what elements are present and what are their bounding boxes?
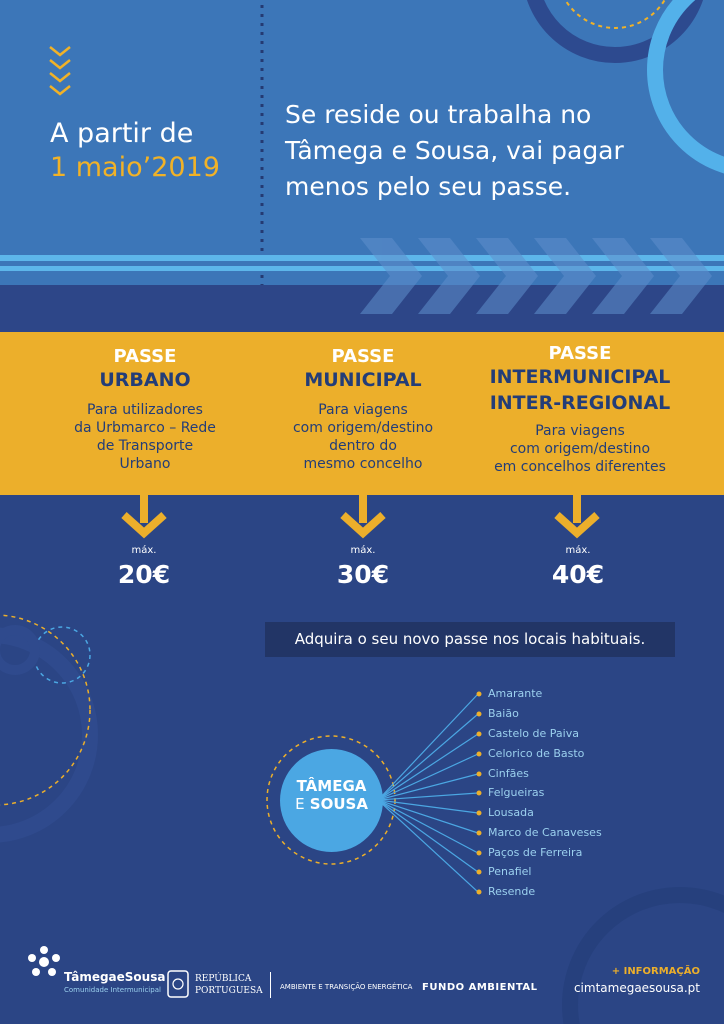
- price-municipal: 30€: [336, 560, 390, 589]
- down-arrow-icon: [557, 495, 597, 533]
- pass-municipal-label: PASSE: [331, 346, 395, 367]
- headline: [285, 97, 685, 205]
- footer-divider: [270, 972, 271, 998]
- desc-line: mesmo concelho: [303, 456, 423, 472]
- chevron-arrows-decoration: [0, 236, 724, 316]
- down-arrow-icon: [343, 495, 383, 533]
- republic-emblem-icon: [167, 970, 189, 998]
- max-label: máx.: [131, 545, 157, 556]
- cta-banner: Adquira o seu novo passe nos locais habituais.: [265, 622, 675, 657]
- pass-intermunicipal: [465, 343, 695, 476]
- desc-line: com origem/destino: [509, 441, 651, 457]
- municipality-item: Castelo de Paiva: [488, 727, 579, 740]
- pass-municipal: [263, 346, 463, 473]
- municipality-item: Celorico de Basto: [488, 747, 585, 760]
- region-connector: E: [295, 795, 305, 813]
- region-name-line2: [280, 795, 383, 813]
- down-arrow-icon: [124, 495, 164, 533]
- headline-line2: Tâmega e Sousa, vai pagar: [285, 136, 624, 165]
- municipality-item: Penafiel: [488, 865, 532, 878]
- pass-intermunicipal-title: INTERMUNICIPAL: [489, 366, 671, 388]
- municipality-item: Marco de Canaveses: [488, 826, 602, 839]
- municipality-item: Lousada: [488, 806, 534, 819]
- desc-line: Para viagens: [318, 402, 408, 418]
- logo-republica-line1: REPÚBLICA: [195, 974, 252, 984]
- desc-line: da Urbmarco – Rede: [74, 420, 216, 436]
- pass-intermunicipal-desc: [465, 422, 695, 476]
- logo-fundo-ambiental: FUNDO AMBIENTAL: [422, 982, 538, 993]
- desc-line: Para viagens: [535, 423, 625, 439]
- municipality-item: Baião: [488, 707, 519, 720]
- start-date: [50, 117, 260, 185]
- start-date-line1: A partir de: [50, 118, 194, 149]
- municipality-item: Amarante: [488, 687, 543, 700]
- pass-urbano-title: URBANO: [99, 369, 191, 391]
- desc-line: dentro do: [329, 438, 397, 454]
- max-label: máx.: [565, 545, 591, 556]
- headline-line3: menos pelo seu passe.: [285, 172, 572, 201]
- start-date-line2: 1 maio’2019: [50, 152, 220, 183]
- price-intermunicipal: 40€: [551, 560, 605, 589]
- logo-tamega-sousa-name: TâmegaeSousa: [64, 970, 166, 984]
- price-urbano: 20€: [117, 560, 171, 589]
- headline-line1: Se reside ou trabalha no: [285, 100, 592, 129]
- pass-municipal-desc: [263, 401, 463, 473]
- desc-line: com origem/destino: [292, 420, 434, 436]
- pass-municipal-title: MUNICIPAL: [304, 369, 422, 391]
- more-info-label: + INFORMAÇÃO: [611, 966, 700, 977]
- pass-urbano-label: PASSE: [113, 346, 177, 367]
- pass-intermunicipal-label: PASSE: [548, 343, 612, 364]
- region-bubble: [280, 749, 383, 852]
- pass-urbano-desc: [45, 401, 245, 473]
- max-label: máx.: [350, 545, 376, 556]
- pass-interregional-title: INTER-REGIONAL: [489, 392, 671, 414]
- municipality-item: Resende: [488, 885, 536, 898]
- logo-republica-line2: PORTUGUESA: [195, 986, 263, 996]
- logo-ambiente: AMBIENTE E TRANSIÇÃO ENERGÉTICA: [280, 983, 413, 991]
- municipality-item: Cinfães: [488, 767, 529, 780]
- municipality-item: Paços de Ferreira: [488, 846, 583, 859]
- region-name-line1: TÂMEGA: [296, 777, 367, 795]
- desc-line: de Transporte: [96, 438, 194, 454]
- desc-line: Para utilizadores: [87, 402, 203, 418]
- pass-urbano: [45, 346, 245, 473]
- passes-band: [0, 332, 724, 495]
- info-website-link[interactable]: cimtamegaesousa.pt: [573, 981, 700, 995]
- logo-tamega-sousa-subtitle: Comunidade Intermunicipal: [64, 986, 161, 994]
- desc-line: Urbano: [119, 456, 171, 472]
- tamega-sousa-logo-icon: [26, 944, 62, 980]
- municipality-item: Felgueiras: [488, 786, 545, 799]
- desc-line: em concelhos diferentes: [494, 459, 666, 475]
- region-name-sousa: SOUSA: [309, 795, 368, 813]
